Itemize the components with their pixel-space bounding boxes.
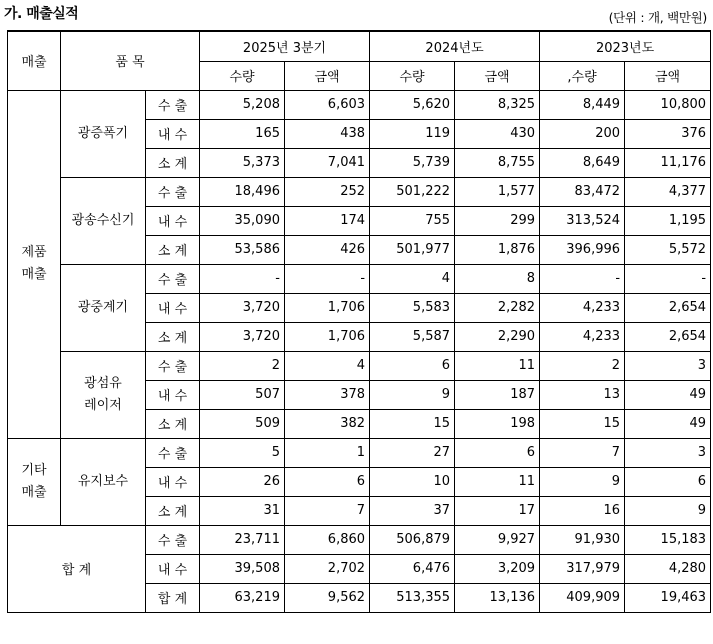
qty-cell: 7 xyxy=(540,438,625,467)
amount-cell: 1,577 xyxy=(455,177,540,206)
qty-cell: 507 xyxy=(200,380,285,409)
qty-cell: 5,373 xyxy=(200,148,285,177)
amount-cell: 6,603 xyxy=(285,90,370,119)
qty-cell: 3,720 xyxy=(200,293,285,322)
item-name-cell: 광중계기 xyxy=(61,264,146,351)
qty-cell: - xyxy=(540,264,625,293)
qty-cell: 39,508 xyxy=(200,554,285,583)
amount-cell: 3 xyxy=(625,351,711,380)
qty-cell: 35,090 xyxy=(200,206,285,235)
qty-cell: 91,930 xyxy=(540,525,625,554)
unit-note: (단위 : 개, 백만원) xyxy=(608,10,707,25)
qty-cell: 4,233 xyxy=(540,293,625,322)
header-amount: 금액 xyxy=(285,61,370,90)
amount-cell: 6,860 xyxy=(285,525,370,554)
amount-cell: 252 xyxy=(285,177,370,206)
qty-cell: 23,711 xyxy=(200,525,285,554)
amount-cell: 4,280 xyxy=(625,554,711,583)
row-type-cell: 내 수 xyxy=(146,206,200,235)
amount-cell: - xyxy=(285,264,370,293)
amount-cell: 3,209 xyxy=(455,554,540,583)
amount-cell: 17 xyxy=(455,496,540,525)
qty-cell: 6 xyxy=(370,351,455,380)
header-amount: 금액 xyxy=(625,61,711,90)
row-type-cell: 내 수 xyxy=(146,554,200,583)
row-type-cell: 소 계 xyxy=(146,235,200,264)
amount-cell: 13,136 xyxy=(455,583,540,612)
qty-cell: 15 xyxy=(370,409,455,438)
row-type-cell: 소 계 xyxy=(146,409,200,438)
qty-cell: 9 xyxy=(370,380,455,409)
amount-cell: 3 xyxy=(625,438,711,467)
amount-cell: 1,706 xyxy=(285,293,370,322)
table-row xyxy=(8,438,711,467)
row-type-cell: 수 출 xyxy=(146,438,200,467)
qty-cell: 5,583 xyxy=(370,293,455,322)
amount-cell: 438 xyxy=(285,119,370,148)
amount-cell: 49 xyxy=(625,380,711,409)
qty-cell: 3,720 xyxy=(200,322,285,351)
item-name-cell: 광증폭기 xyxy=(61,90,146,177)
qty-cell: 396,996 xyxy=(540,235,625,264)
amount-cell: 1,195 xyxy=(625,206,711,235)
item-name-cell: 광섬유 레이저 xyxy=(61,351,146,438)
table-row xyxy=(8,90,711,119)
amount-cell: 198 xyxy=(455,409,540,438)
qty-cell: - xyxy=(200,264,285,293)
qty-cell: 53,586 xyxy=(200,235,285,264)
qty-cell: 5,208 xyxy=(200,90,285,119)
qty-cell: 2 xyxy=(540,351,625,380)
header-qty: ,수량 xyxy=(540,61,625,90)
header-amount: 금액 xyxy=(455,61,540,90)
qty-cell: 2 xyxy=(200,351,285,380)
amount-cell: - xyxy=(625,264,711,293)
header-qty: 수량 xyxy=(200,61,285,90)
amount-cell: 1,706 xyxy=(285,322,370,351)
qty-cell: 26 xyxy=(200,467,285,496)
item-name-cell: 유지보수 xyxy=(61,438,146,525)
qty-cell: 4,233 xyxy=(540,322,625,351)
qty-cell: 5,587 xyxy=(370,322,455,351)
header-row-periods xyxy=(8,31,711,61)
section-heading: 가. 매출실적 xyxy=(4,6,79,22)
qty-cell: 501,222 xyxy=(370,177,455,206)
qty-cell: 5,620 xyxy=(370,90,455,119)
qty-cell: 501,977 xyxy=(370,235,455,264)
header-qty: 수량 xyxy=(370,61,455,90)
qty-cell: 119 xyxy=(370,119,455,148)
amount-cell: 9,927 xyxy=(455,525,540,554)
amount-cell: 7,041 xyxy=(285,148,370,177)
row-type-cell: 수 출 xyxy=(146,351,200,380)
qty-cell: 755 xyxy=(370,206,455,235)
row-type-cell: 소 계 xyxy=(146,496,200,525)
qty-cell: 513,355 xyxy=(370,583,455,612)
amount-cell: 187 xyxy=(455,380,540,409)
amount-cell: 8,325 xyxy=(455,90,540,119)
amount-cell: 5,572 xyxy=(625,235,711,264)
row-type-cell: 내 수 xyxy=(146,380,200,409)
amount-cell: 1,876 xyxy=(455,235,540,264)
qty-cell: 200 xyxy=(540,119,625,148)
qty-cell: 31 xyxy=(200,496,285,525)
amount-cell: 6 xyxy=(285,467,370,496)
amount-cell: 426 xyxy=(285,235,370,264)
amount-cell: 7 xyxy=(285,496,370,525)
row-type-cell: 소 계 xyxy=(146,322,200,351)
amount-cell: 1 xyxy=(285,438,370,467)
qty-cell: 63,219 xyxy=(200,583,285,612)
amount-cell: 11 xyxy=(455,351,540,380)
qty-cell: 313,524 xyxy=(540,206,625,235)
amount-cell: 19,463 xyxy=(625,583,711,612)
header-period: 2023년도 xyxy=(540,31,711,61)
qty-cell: 18,496 xyxy=(200,177,285,206)
qty-cell: 317,979 xyxy=(540,554,625,583)
header-sales: 매출 xyxy=(8,31,61,90)
total-label-cell: 합 계 xyxy=(8,525,146,612)
qty-cell: 13 xyxy=(540,380,625,409)
amount-cell: 8 xyxy=(455,264,540,293)
table-row xyxy=(8,177,711,206)
qty-cell: 409,909 xyxy=(540,583,625,612)
qty-cell: 506,879 xyxy=(370,525,455,554)
amount-cell: 299 xyxy=(455,206,540,235)
amount-cell: 2,290 xyxy=(455,322,540,351)
amount-cell: 10,800 xyxy=(625,90,711,119)
qty-cell: 5 xyxy=(200,438,285,467)
amount-cell: 2,654 xyxy=(625,293,711,322)
qty-cell: 10 xyxy=(370,467,455,496)
amount-cell: 11,176 xyxy=(625,148,711,177)
header-period: 2024년도 xyxy=(370,31,540,61)
qty-cell: 509 xyxy=(200,409,285,438)
item-name-cell: 광송수신기 xyxy=(61,177,146,264)
row-type-cell: 내 수 xyxy=(146,293,200,322)
sales-table xyxy=(7,30,711,613)
amount-cell: 6 xyxy=(455,438,540,467)
amount-cell: 378 xyxy=(285,380,370,409)
category-cell: 기타 매출 xyxy=(8,438,61,525)
amount-cell: 9,562 xyxy=(285,583,370,612)
qty-cell: 6,476 xyxy=(370,554,455,583)
qty-cell: 9 xyxy=(540,467,625,496)
header-period: 2025년 3분기 xyxy=(200,31,370,61)
qty-cell: 16 xyxy=(540,496,625,525)
amount-cell: 174 xyxy=(285,206,370,235)
amount-cell: 4 xyxy=(285,351,370,380)
amount-cell: 4,377 xyxy=(625,177,711,206)
qty-cell: 8,649 xyxy=(540,148,625,177)
table-row xyxy=(8,264,711,293)
amount-cell: 430 xyxy=(455,119,540,148)
table-row xyxy=(8,351,711,380)
qty-cell: 165 xyxy=(200,119,285,148)
qty-cell: 5,739 xyxy=(370,148,455,177)
qty-cell: 27 xyxy=(370,438,455,467)
category-cell: 제품 매출 xyxy=(8,90,61,438)
amount-cell: 376 xyxy=(625,119,711,148)
header-item: 품 목 xyxy=(61,31,200,90)
row-type-cell: 수 출 xyxy=(146,90,200,119)
qty-cell: 8,449 xyxy=(540,90,625,119)
amount-cell: 15,183 xyxy=(625,525,711,554)
amount-cell: 9 xyxy=(625,496,711,525)
row-type-cell: 수 출 xyxy=(146,525,200,554)
amount-cell: 2,702 xyxy=(285,554,370,583)
qty-cell: 37 xyxy=(370,496,455,525)
amount-cell: 11 xyxy=(455,467,540,496)
qty-cell: 83,472 xyxy=(540,177,625,206)
amount-cell: 49 xyxy=(625,409,711,438)
qty-cell: 4 xyxy=(370,264,455,293)
amount-cell: 6 xyxy=(625,467,711,496)
amount-cell: 2,282 xyxy=(455,293,540,322)
row-type-cell: 소 계 xyxy=(146,148,200,177)
amount-cell: 2,654 xyxy=(625,322,711,351)
amount-cell: 8,755 xyxy=(455,148,540,177)
row-type-cell: 합 계 xyxy=(146,583,200,612)
row-type-cell: 내 수 xyxy=(146,119,200,148)
total-row xyxy=(8,525,711,554)
row-type-cell: 내 수 xyxy=(146,467,200,496)
amount-cell: 382 xyxy=(285,409,370,438)
qty-cell: 15 xyxy=(540,409,625,438)
row-type-cell: 수 출 xyxy=(146,177,200,206)
row-type-cell: 수 출 xyxy=(146,264,200,293)
